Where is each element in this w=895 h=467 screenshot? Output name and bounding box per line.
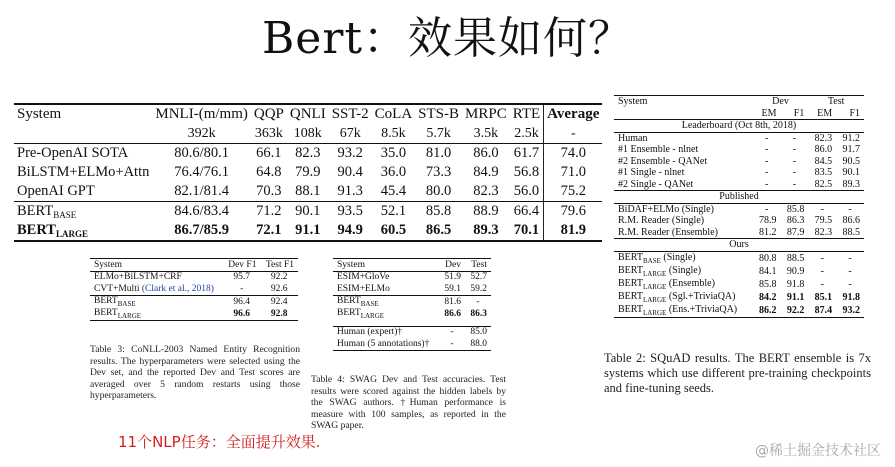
glue-cell: Pre-OpenAI SOTA xyxy=(14,144,152,164)
ner-cell: 95.7 xyxy=(223,271,261,283)
ner-results-table xyxy=(90,258,298,321)
table-row xyxy=(614,108,864,120)
bert-label: BERT xyxy=(94,295,118,306)
table-row xyxy=(333,308,491,320)
squad-cell: 91.1 xyxy=(786,291,805,303)
squad-col-header: F1 xyxy=(793,107,805,119)
glue-cell: 82.3 xyxy=(473,183,499,199)
squad-cell: 91.2 xyxy=(836,132,864,144)
glue-cell: 56.8 xyxy=(513,164,540,180)
swag-col-header: Dev xyxy=(439,259,465,272)
squad-cell: #1 Ensemble - nlnet xyxy=(618,144,699,156)
glue-size-cell: 8.5k xyxy=(381,125,406,141)
glue-col-header: System xyxy=(14,104,152,124)
glue-size-cell: 3.5k xyxy=(473,125,499,141)
ner-cell xyxy=(90,308,223,321)
table-row xyxy=(614,132,864,144)
squad-cell xyxy=(614,265,753,278)
table-row xyxy=(333,295,491,308)
swag-cell xyxy=(333,308,439,320)
bert-variant: (Sgl.+TriviaQA) xyxy=(666,290,736,302)
glue-size-cell: 67k xyxy=(339,125,361,141)
glue-col-header: STS-B xyxy=(415,104,462,124)
glue-cell: 91.1 xyxy=(287,221,329,241)
table-row xyxy=(90,295,298,308)
squad-cell xyxy=(614,278,753,291)
glue-col-header: CoLA xyxy=(372,104,416,124)
table-row xyxy=(14,144,602,164)
glue-cell: 73.3 xyxy=(425,164,452,180)
bert-label: BERT xyxy=(618,290,643,302)
glue-cell: 64.8 xyxy=(256,164,282,180)
ner-cell: 92.4 xyxy=(260,295,298,308)
glue-size-cell: - xyxy=(544,124,603,144)
bert-label: BERT xyxy=(337,307,361,318)
bert-variant: (Ens.+TriviaQA) xyxy=(666,303,738,315)
squad-cell: 89.3 xyxy=(842,178,860,190)
squad-cell: 82.3 xyxy=(814,226,833,238)
glue-cell: 81.9 xyxy=(544,221,603,241)
squad-section-label: Published xyxy=(614,191,864,204)
squad-section-label: Leaderboard (Oct 8th, 2018) xyxy=(614,120,864,133)
swag-cell: 86.6 xyxy=(444,308,461,319)
bert-size-subscript: LARGE xyxy=(55,229,88,239)
glue-cell: 52.1 xyxy=(372,202,416,222)
squad-col-header: EM xyxy=(817,107,833,119)
glue-col-header: MNLI-(m/mm) xyxy=(152,104,250,124)
table-row xyxy=(614,156,864,168)
bert-size-subscript: LARGE xyxy=(642,269,667,278)
table-row xyxy=(614,215,864,227)
bert-size-subscript: LARGE xyxy=(360,311,385,320)
table-row xyxy=(14,182,602,202)
squad-cell: 86.3 xyxy=(786,215,805,227)
squad-cell: - xyxy=(820,278,824,290)
table-row xyxy=(614,144,864,156)
swag-cell: 59.2 xyxy=(470,283,487,294)
squad-cell: 87.9 xyxy=(786,226,805,238)
glue-cell xyxy=(14,221,152,241)
glue-cell: 79.9 xyxy=(295,164,321,180)
glue-cell: 75.2 xyxy=(544,182,603,202)
glue-cell: 80.0 xyxy=(425,183,452,199)
glue-cell: 79.6 xyxy=(544,202,603,222)
glue-cell: 70.3 xyxy=(256,183,282,199)
bert-label: BERT xyxy=(618,303,643,315)
squad-cell: - xyxy=(792,178,797,190)
glue-cell: 82.1/81.4 xyxy=(174,183,229,199)
glue-cell: 60.5 xyxy=(372,221,416,241)
swag-col-header: System xyxy=(333,259,439,272)
squad-cell: 88.5 xyxy=(781,251,809,265)
squad-cell: R.M. Reader (Single) xyxy=(618,215,705,227)
table-row xyxy=(614,167,864,179)
squad-cell: - xyxy=(781,132,809,144)
glue-col-header: QNLI xyxy=(287,104,329,124)
squad-cell: - xyxy=(792,144,797,156)
glue-size-cell: 363k xyxy=(254,125,283,141)
squad-cell: 85.1 xyxy=(814,291,833,303)
ner-system-name: CVT+Multi xyxy=(94,283,140,294)
squad-cell: - xyxy=(820,265,824,277)
ner-cell: 96.6 xyxy=(223,308,261,321)
glue-cell: 94.9 xyxy=(329,221,372,241)
squad-cell: 86.6 xyxy=(842,215,860,227)
glue-size-cell: 392k xyxy=(187,125,216,141)
table-row xyxy=(14,202,602,222)
table-row xyxy=(333,326,491,338)
ner-cell xyxy=(90,295,223,308)
squad-cell: - xyxy=(753,132,781,144)
squad-cell: 86.0 xyxy=(814,144,833,156)
table-row xyxy=(90,283,298,295)
table-row xyxy=(333,271,491,283)
squad-cell: 79.5 xyxy=(814,215,833,227)
glue-col-header: RTE xyxy=(510,104,544,124)
glue-size-cell: 5.7k xyxy=(426,125,451,141)
glue-cell: 86.5 xyxy=(415,221,462,241)
squad-cell xyxy=(614,304,753,318)
squad-cell: 86.2 xyxy=(753,304,781,318)
squad-cell: 85.8 xyxy=(759,278,777,290)
table-row xyxy=(333,338,491,350)
swag-col-header: Test xyxy=(465,259,491,272)
squad-cell: 84.2 xyxy=(759,291,777,303)
table-row xyxy=(90,271,298,283)
bert-label: BERT xyxy=(17,203,54,219)
squad-cell: 82.5 xyxy=(814,178,833,190)
squad-table-caption: Table 2: SQuAD results. The BERT ensemble is 7x systems which use different pre-training checkpoints and fine-tuning seeds. xyxy=(604,351,871,395)
squad-cell: 90.1 xyxy=(842,167,860,179)
glue-cell: 84.9 xyxy=(473,164,499,180)
squad-col-header: System xyxy=(614,96,753,108)
squad-cell: 83.5 xyxy=(814,167,833,179)
glue-cell: 76.4/76.1 xyxy=(174,164,229,180)
glue-cell: 71.0 xyxy=(544,163,603,182)
squad-cell: 80.8 xyxy=(753,251,781,265)
glue-cell: BiLSTM+ELMo+Attn xyxy=(17,164,150,180)
swag-cell: ESIM+GloVe xyxy=(333,271,439,283)
swag-cell: - xyxy=(465,295,491,308)
swag-cell: 52.7 xyxy=(465,271,491,283)
citation-link[interactable]: (Clark et al., 2018) xyxy=(141,283,214,294)
bert-label: BERT xyxy=(618,251,643,263)
glue-cell: 88.1 xyxy=(295,183,321,199)
squad-cell: 85.8 xyxy=(781,203,809,215)
squad-cell: 78.9 xyxy=(759,215,777,227)
glue-cell: 61.7 xyxy=(510,144,544,164)
squad-cell: - xyxy=(764,167,769,179)
table-row xyxy=(90,308,298,321)
squad-cell: 84.5 xyxy=(814,155,833,167)
glue-cell: 86.7/85.9 xyxy=(152,221,250,241)
ner-col-header: System xyxy=(90,259,223,272)
glue-header-row xyxy=(14,104,602,124)
table-row xyxy=(614,179,864,191)
squad-col-header: EM xyxy=(761,107,777,119)
watermark: @稀土掘金技术社区 xyxy=(755,443,881,459)
squad-cell: - xyxy=(848,278,852,290)
table-section-header xyxy=(614,239,864,252)
table-row xyxy=(14,221,602,241)
squad-cell: #1 Single - nlnet xyxy=(618,167,685,179)
table-row xyxy=(614,278,864,291)
squad-cell: - xyxy=(848,265,852,277)
squad-cell: 91.8 xyxy=(786,278,805,290)
glue-cell: 91.3 xyxy=(337,183,363,199)
glue-cell: 35.0 xyxy=(372,144,416,164)
squad-cell: - xyxy=(753,203,781,215)
bert-label: BERT xyxy=(17,222,56,238)
squad-cell: 90.9 xyxy=(786,265,805,277)
squad-cell: 93.2 xyxy=(836,304,864,318)
bert-size-subscript: BASE xyxy=(117,299,136,308)
squad-results-table xyxy=(614,95,864,318)
squad-cell: Human xyxy=(614,132,753,144)
bert-variant: (Single) xyxy=(660,251,696,263)
ner-cell: 92.8 xyxy=(260,308,298,321)
bert-size-subscript: LARGE xyxy=(642,282,667,291)
squad-cell: 81.2 xyxy=(759,226,777,238)
ner-cell: 96.4 xyxy=(223,295,261,308)
bert-variant: (Single) xyxy=(666,264,702,276)
glue-cell: 56.0 xyxy=(513,183,540,199)
swag-cell: 59.1 xyxy=(444,283,461,294)
summary-note: 11个NLP任务：全面提升效果. xyxy=(118,433,321,451)
table-row xyxy=(614,227,864,239)
squad-cell: BiDAF+ELMo (Single) xyxy=(614,203,753,215)
ner-cell xyxy=(90,283,223,295)
glue-cell: 90.1 xyxy=(287,202,329,222)
glue-cell: 45.4 xyxy=(380,183,407,199)
squad-cell: 91.8 xyxy=(842,291,860,303)
swag-cell: - xyxy=(439,326,465,338)
bert-label: BERT xyxy=(618,264,643,276)
swag-table-caption: Table 4: SWAG Dev and Test accuracies. Test results were scored against the hidden labels by the SWAG authors. †Human performance is measure with 100 samples, as reported in the SWAG paper. xyxy=(311,374,506,432)
glue-cell: 81.0 xyxy=(415,144,462,164)
squad-col-header: Test xyxy=(808,96,864,108)
table-row xyxy=(14,163,602,182)
swag-cell: 51.9 xyxy=(439,271,465,283)
squad-cell: - xyxy=(764,178,769,190)
squad-cell: 90.5 xyxy=(842,155,860,167)
squad-cell: 91.7 xyxy=(842,144,860,156)
squad-col-header: F1 xyxy=(849,107,860,119)
squad-col-header xyxy=(614,108,753,120)
swag-cell: 86.3 xyxy=(470,308,487,319)
ner-cell: 92.2 xyxy=(260,271,298,283)
bert-variant: (Ensemble) xyxy=(666,277,715,289)
bert-size-subscript: BASE xyxy=(360,299,379,308)
glue-cell: 80.6/80.1 xyxy=(152,144,250,164)
ner-col-header: Dev F1 xyxy=(223,259,261,272)
squad-cell: - xyxy=(792,167,797,179)
swag-cell: Human (5 annotations)† xyxy=(333,338,439,350)
table-row xyxy=(333,283,491,295)
glue-cell: 86.0 xyxy=(462,144,510,164)
swag-cell: 81.6 xyxy=(439,295,465,308)
squad-cell: R.M. Reader (Ensemble) xyxy=(618,226,718,238)
squad-cell: #2 Single - QANet xyxy=(618,178,694,190)
squad-section-label: Ours xyxy=(614,239,864,252)
page-title: Bert：效果如何？ xyxy=(261,13,634,64)
glue-col-header: MRPC xyxy=(462,104,510,124)
glue-size-cell xyxy=(14,124,152,144)
glue-results-table xyxy=(14,103,602,242)
bert-size-subscript: LARGE xyxy=(642,295,667,304)
glue-cell: OpenAI GPT xyxy=(17,183,95,199)
glue-cell xyxy=(14,202,152,222)
squad-cell: - xyxy=(764,155,769,167)
bert-size-subscript: LARGE xyxy=(642,308,667,317)
table-section-header xyxy=(614,120,864,133)
glue-cell: 71.2 xyxy=(251,202,287,222)
glue-col-header: QQP xyxy=(251,104,287,124)
swag-cell: 88.0 xyxy=(465,338,491,350)
glue-col-header: SST-2 xyxy=(329,104,372,124)
swag-results-table xyxy=(333,258,491,351)
glue-cell: 70.1 xyxy=(510,221,544,241)
table-row xyxy=(90,259,298,272)
glue-cell: 84.6/83.4 xyxy=(152,202,250,222)
squad-col-header: Dev xyxy=(753,96,809,108)
squad-cell: 82.3 xyxy=(808,132,836,144)
swag-cell: ESIM+ELMo xyxy=(337,283,390,294)
glue-cell: 74.0 xyxy=(544,144,603,164)
table-row xyxy=(614,96,864,108)
table-row xyxy=(614,291,864,304)
table-row xyxy=(614,251,864,265)
swag-cell xyxy=(333,295,439,308)
glue-cell: 66.1 xyxy=(251,144,287,164)
ner-table-caption: Table 3: CoNLL-2003 Named Entity Recognition results. The hyperparameters were selected using the Dev set, and the reported Dev and Test scores are averaged over 5 random restarts using those hyperparameters. xyxy=(90,344,300,402)
glue-cell: 36.0 xyxy=(380,164,407,180)
swag-cell: Human (expert)† xyxy=(333,326,439,338)
table-section-header xyxy=(614,191,864,204)
bert-size-subscript: BASE xyxy=(642,256,661,265)
swag-cell: - xyxy=(439,338,465,350)
glue-cell: 88.9 xyxy=(462,202,510,222)
glue-col-header: Average xyxy=(544,104,603,124)
squad-cell: - xyxy=(808,203,836,215)
swag-cell: 85.0 xyxy=(465,326,491,338)
table-row xyxy=(614,304,864,318)
squad-cell: 87.4 xyxy=(808,304,836,318)
squad-cell: 84.1 xyxy=(759,265,777,277)
squad-cell: - xyxy=(792,155,797,167)
squad-cell xyxy=(614,251,753,265)
glue-cell: 85.8 xyxy=(415,202,462,222)
bert-size-subscript: BASE xyxy=(53,210,77,220)
bert-label: BERT xyxy=(94,307,118,318)
glue-cell: 82.3 xyxy=(287,144,329,164)
glue-cell: 93.2 xyxy=(329,144,372,164)
squad-cell: - xyxy=(836,251,864,265)
squad-cell: - xyxy=(808,251,836,265)
glue-cell: 93.5 xyxy=(329,202,372,222)
glue-size-row xyxy=(14,124,602,144)
table-row xyxy=(614,203,864,215)
glue-size-cell: 108k xyxy=(293,125,322,141)
squad-cell: - xyxy=(836,203,864,215)
squad-cell: 88.5 xyxy=(842,226,860,238)
glue-cell: 89.3 xyxy=(462,221,510,241)
glue-cell: 72.1 xyxy=(251,221,287,241)
ner-col-header: Test F1 xyxy=(260,259,298,272)
glue-size-cell: 2.5k xyxy=(514,125,539,141)
squad-cell: - xyxy=(764,144,769,156)
squad-cell: 92.2 xyxy=(781,304,809,318)
ner-cell: ELMo+BiLSTM+CRF xyxy=(90,271,223,283)
bert-label: BERT xyxy=(337,295,361,306)
ner-cell: 92.6 xyxy=(270,283,288,294)
glue-cell: 66.4 xyxy=(510,202,544,222)
glue-cell: 90.4 xyxy=(337,164,363,180)
ner-cell: - xyxy=(240,283,244,294)
bert-size-subscript: LARGE xyxy=(117,311,142,320)
squad-cell: #2 Ensemble - QANet xyxy=(618,155,708,167)
table-row xyxy=(614,265,864,278)
table-row xyxy=(333,259,491,272)
bert-label: BERT xyxy=(618,277,643,289)
squad-cell xyxy=(614,291,753,304)
